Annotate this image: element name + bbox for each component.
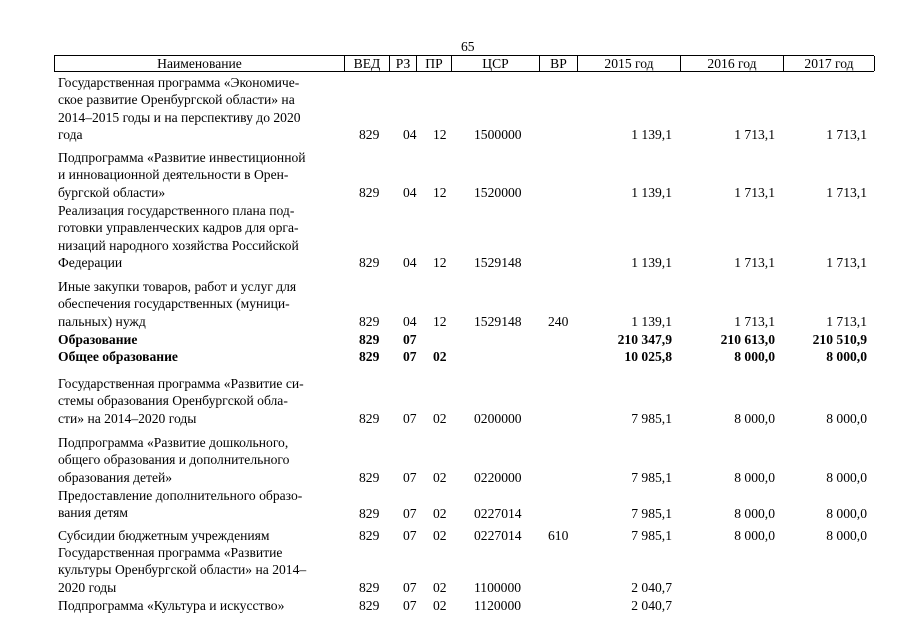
row-name: Образование: [58, 332, 138, 347]
cell-y2015: 1 139,1: [631, 254, 672, 270]
cell-rz: 07: [403, 597, 417, 613]
cell-rz: 07: [403, 410, 417, 426]
cell-ved: 829: [359, 126, 380, 142]
cell-csr: 1100000: [474, 579, 522, 595]
cell-pr: 02: [433, 469, 447, 485]
cell-csr: 1520000: [474, 184, 522, 200]
cell-rz: 07: [403, 527, 417, 543]
cell-y2017: 8 000,0: [826, 348, 867, 364]
header-csr: ЦСР: [452, 56, 540, 71]
table-row: [0, 487, 905, 522]
cell-y2017: 8 000,0: [826, 527, 867, 543]
cell-y2015: 7 985,1: [631, 410, 672, 426]
cell-y2017: 8 000,0: [826, 505, 867, 521]
cell-ved: 829: [359, 527, 380, 543]
cell-pr: 12: [433, 126, 447, 142]
cell-y2016: 8 000,0: [734, 527, 775, 543]
cell-pr: 02: [433, 527, 447, 543]
cell-pr: 02: [433, 597, 447, 613]
cell-rz: 07: [403, 331, 417, 347]
cell-y2016: 1 713,1: [734, 313, 775, 329]
cell-y2015: 7 985,1: [631, 527, 672, 543]
cell-y2016: 8 000,0: [734, 505, 775, 521]
table-header: [54, 55, 874, 72]
cell-y2015: 7 985,1: [631, 469, 672, 485]
cell-vr: 240: [548, 313, 569, 329]
cell-rz: 04: [403, 126, 417, 142]
cell-rz: 07: [403, 348, 417, 364]
cell-y2015: 210 347,9: [617, 331, 672, 347]
cell-y2016: 1 713,1: [734, 126, 775, 142]
table-row: [0, 331, 905, 348]
table-row: [0, 202, 905, 271]
cell-rz: 07: [403, 505, 417, 521]
cell-y2016: 1 713,1: [734, 184, 775, 200]
table-row: [0, 278, 905, 330]
cell-y2015: 1 139,1: [631, 126, 672, 142]
cell-csr: 1529148: [474, 254, 522, 270]
cell-y2016: 8 000,0: [734, 469, 775, 485]
cell-y2015: 1 139,1: [631, 184, 672, 200]
cell-y2017: 1 713,1: [826, 313, 867, 329]
cell-pr: 12: [433, 313, 447, 329]
cell-y2017: 210 510,9: [812, 331, 867, 347]
table-row: [0, 74, 905, 143]
cell-y2017: 8 000,0: [826, 469, 867, 485]
page-number: 65: [461, 39, 475, 54]
cell-y2017: 1 713,1: [826, 254, 867, 270]
cell-y2015: 2 040,7: [631, 579, 672, 595]
row-name: Подпрограмма «Развитие дошкольного, общего образования и дополнительного образования детей»: [58, 435, 290, 485]
cell-y2015: 7 985,1: [631, 505, 672, 521]
cell-pr: 12: [433, 254, 447, 270]
cell-y2017: 1 713,1: [826, 184, 867, 200]
cell-y2015: 1 139,1: [631, 313, 672, 329]
cell-csr: 1529148: [474, 313, 522, 329]
cell-y2016: 8 000,0: [734, 410, 775, 426]
row-name: Предоставление дополнительного образо- вания детям: [58, 488, 303, 521]
header-2016: 2016 год: [681, 56, 784, 71]
cell-ved: 829: [359, 348, 380, 364]
cell-y2015: 10 025,8: [624, 348, 672, 364]
row-name: Иные закупки товаров, работ и услуг для обеспечения государственных (муници- пальных) нужд: [58, 279, 297, 329]
table-row: [0, 597, 905, 614]
cell-ved: 829: [359, 254, 380, 270]
cell-pr: 02: [433, 410, 447, 426]
row-name: Государственная программа «Развитие культуры Оренбургской области» на 2014– 2020 годы: [58, 545, 307, 595]
row-name: Подпрограмма «Культура и искусство»: [58, 598, 285, 613]
cell-ved: 829: [359, 410, 380, 426]
cell-pr: 02: [433, 505, 447, 521]
table-row: [0, 544, 905, 596]
cell-y2017: 8 000,0: [826, 410, 867, 426]
cell-csr: 0227014: [474, 505, 522, 521]
table-row: [0, 527, 905, 544]
cell-ved: 829: [359, 505, 380, 521]
cell-ved: 829: [359, 579, 380, 595]
cell-y2016: 210 613,0: [720, 331, 775, 347]
cell-ved: 829: [359, 331, 380, 347]
row-name: Подпрограмма «Развитие инвестиционной и инновационной деятельности в Орен- бургской области»: [58, 150, 306, 200]
cell-pr: 12: [433, 184, 447, 200]
cell-pr: 02: [433, 348, 447, 364]
header-ved: ВЕД: [345, 56, 390, 71]
row-name: Государственная программа «Развитие си- стемы образования Оренбургской обла- сти» на 2014–2020 годы: [58, 376, 304, 426]
header-name: Наименование: [55, 56, 345, 71]
cell-ved: 829: [359, 313, 380, 329]
cell-csr: 0220000: [474, 469, 522, 485]
cell-csr: 0227014: [474, 527, 522, 543]
cell-ved: 829: [359, 184, 380, 200]
table-row: [0, 348, 905, 365]
cell-ved: 829: [359, 469, 380, 485]
table-row: [0, 149, 905, 201]
header-pr: ПР: [417, 56, 452, 71]
header-2015: 2015 год: [578, 56, 681, 71]
row-name: Реализация государственного плана под- готовки управленческих кадров для орга- низаций народного хозяйства Российской Федерации: [58, 203, 299, 270]
cell-rz: 07: [403, 579, 417, 595]
cell-y2015: 2 040,7: [631, 597, 672, 613]
cell-y2017: 1 713,1: [826, 126, 867, 142]
cell-pr: 02: [433, 579, 447, 595]
header-2017: 2017 год: [784, 56, 875, 71]
cell-csr: 0200000: [474, 410, 522, 426]
header-vr: ВР: [540, 56, 578, 71]
table-row: [0, 434, 905, 486]
row-name: Общее образование: [58, 349, 178, 364]
cell-csr: 1120000: [474, 597, 522, 613]
cell-y2016: 8 000,0: [734, 348, 775, 364]
cell-y2016: 1 713,1: [734, 254, 775, 270]
cell-rz: 04: [403, 254, 417, 270]
cell-ved: 829: [359, 597, 380, 613]
table-row: [0, 375, 905, 427]
row-name: Субсидии бюджетным учреждениям: [58, 528, 270, 543]
cell-rz: 04: [403, 313, 417, 329]
header-rz: РЗ: [390, 56, 417, 71]
cell-csr: 1500000: [474, 126, 522, 142]
cell-rz: 04: [403, 184, 417, 200]
row-name: Государственная программа «Экономиче- ское развитие Оренбургской области» на 2014–2015 годы и на перспективу до 2020 года: [58, 75, 301, 142]
cell-vr: 610: [548, 527, 569, 543]
cell-rz: 07: [403, 469, 417, 485]
